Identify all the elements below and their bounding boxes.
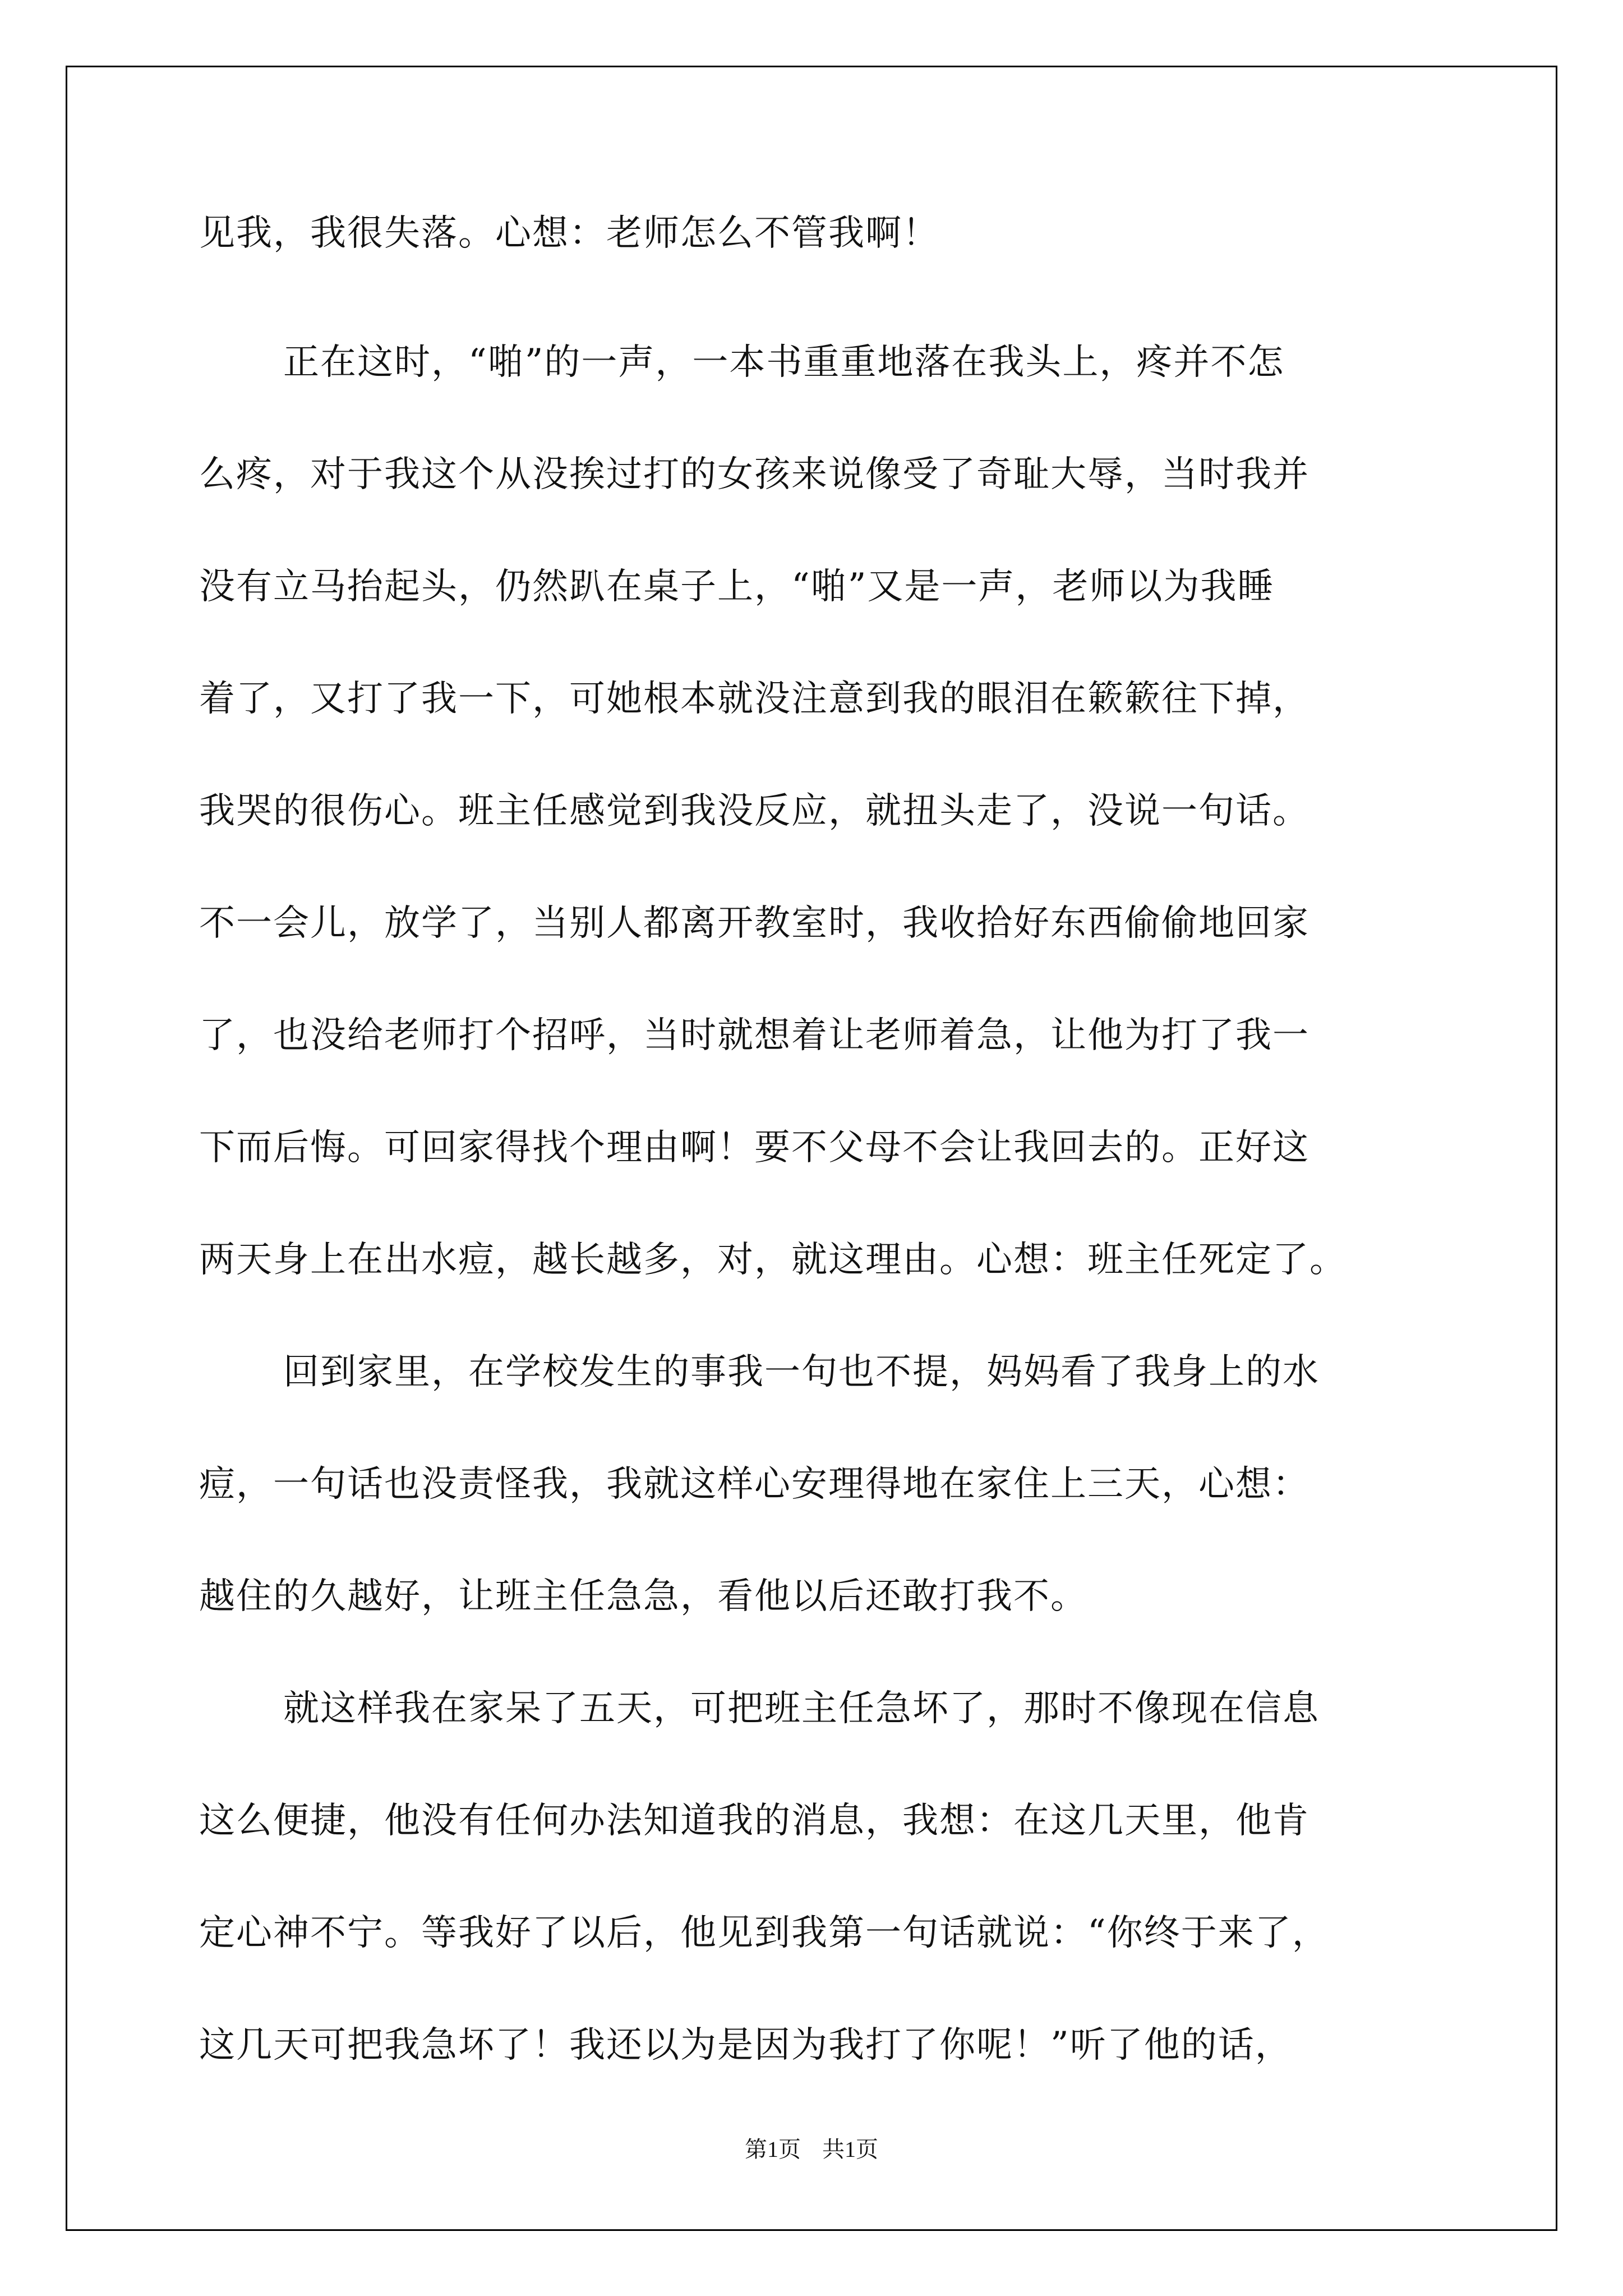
text-line: 回到家里，在学校发生的事我一句也不提，妈妈看了我身上的水 <box>283 1351 1320 1393</box>
text-line: 这么便捷，他没有任何办法知道我的消息，我想：在这几天里，他肯 <box>199 1800 1310 1842</box>
page-number: 第1页 <box>745 2137 801 2162</box>
text-line: 越住的久越好，让班主任急急，看他以后还敢打我不。 <box>199 1576 1087 1617</box>
text-line: 下而后悔。可回家得找个理由啊！要不父母不会让我回去的。正好这 <box>199 1127 1310 1168</box>
text-line: 没有立马抬起头，仍然趴在桌子上，“啪”又是一声，老师以为我睡 <box>199 566 1275 608</box>
text-line: 了，也没给老师打个招呼，当时就想着让老师着急，让他为打了我一 <box>199 1015 1310 1056</box>
text-line: 么疼，对于我这个从没挨过打的女孩来说像受了奇耻大辱，当时我并 <box>199 454 1310 495</box>
text-line: 着了，又打了我一下，可她根本就没注意到我的眼泪在簌簌往下掉， <box>199 678 1310 720</box>
text-line: 我哭的很伤心。班主任感觉到我没反应，就扭头走了，没说一句话。 <box>199 790 1310 832</box>
text-line: 不一会儿，放学了，当别人都离开教室时，我收拾好东西偷偷地回家 <box>199 903 1310 944</box>
page-footer <box>0 2132 1623 2164</box>
text-line: 见我，我很失落。心想：老师怎么不管我啊！ <box>199 213 939 254</box>
page-total: 共1页 <box>822 2137 878 2162</box>
text-line: 两天身上在出水痘，越长越多，对，就这理由。心想：班主任死定了。 <box>199 1239 1347 1281</box>
text-line: 就这样我在家呆了五天，可把班主任急坏了，那时不像现在信息 <box>283 1688 1320 1729</box>
text-line: 正在这时，“啪”的一声，一本书重重地落在我头上，疼并不怎 <box>283 342 1285 383</box>
text-line: 定心神不宁。等我好了以后，他见到我第一句话就说：“你终于来了， <box>199 1912 1329 1954</box>
text-line: 这几天可把我急坏了！我还以为是因为我打了你呢！”听了他的话， <box>199 2024 1292 2066</box>
text-line: 痘，一句话也没责怪我，我就这样心安理得地在家住上三天，心想： <box>199 1464 1310 1505</box>
